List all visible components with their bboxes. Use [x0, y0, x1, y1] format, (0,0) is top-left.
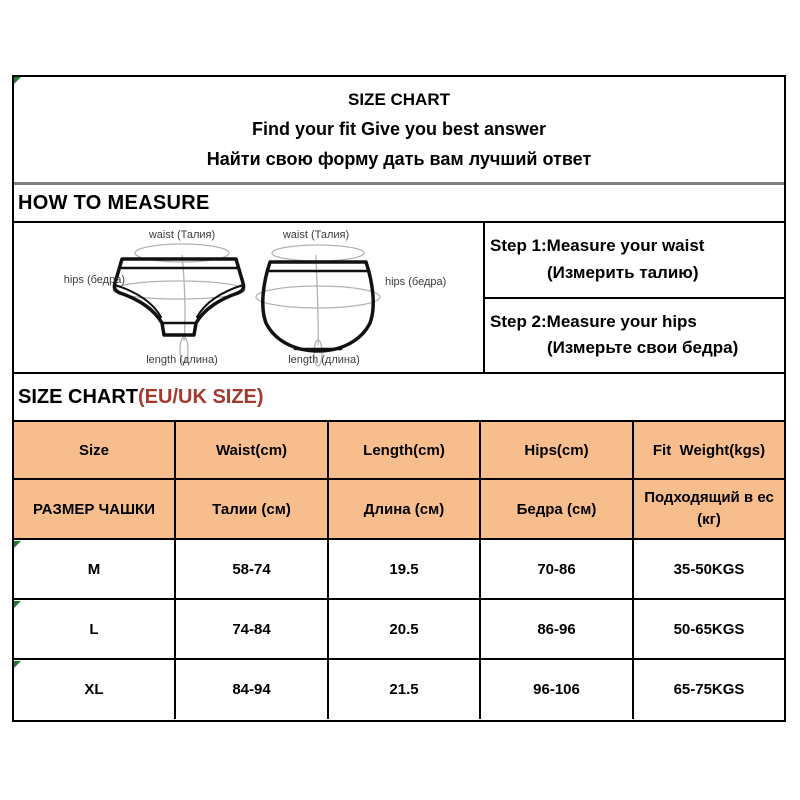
size-chart-heading-red: (EU/UK SIZE) [138, 385, 264, 408]
cell-waist: 84-94 [175, 659, 328, 719]
step-1-text-ru: (Измерить талию) [547, 262, 699, 282]
table-header-row-en [14, 421, 784, 479]
page-title: SIZE CHART [348, 89, 450, 109]
measure-steps [483, 223, 784, 372]
cell-hips: 86-96 [480, 599, 633, 659]
size-chart-heading-black: SIZE CHART [18, 385, 138, 408]
cell-corner-marker-icon [14, 601, 21, 608]
col-header-weight-ru: Подходящий в ес (кг) [633, 479, 784, 539]
cell-weight: 35-50KGS [633, 539, 784, 599]
cell-hips: 70-86 [480, 539, 633, 599]
table-row-xl [14, 659, 784, 719]
length-label-front: length (длина) [146, 354, 218, 366]
waist-measure-ring [272, 245, 364, 261]
cell-corner-marker-icon [14, 541, 21, 548]
diagram-front-view [64, 229, 245, 366]
waist-label-front: waist (Талия) [148, 229, 216, 241]
size-table [14, 420, 784, 719]
length-measure-line [316, 255, 318, 345]
cell-length: 21.5 [328, 659, 480, 719]
cell-weight: 65-75KGS [633, 659, 784, 719]
cell-corner-marker-icon [14, 661, 21, 668]
col-header-weight: Fit Weight(kgs) [633, 421, 784, 479]
title-block [14, 77, 784, 185]
cell-weight: 50-65KGS [633, 599, 784, 659]
length-label-back: length (длина) [288, 354, 360, 366]
step-2-text-ru: (Измерьте свои бедра) [547, 338, 739, 358]
step-1-text: Step 1:Measure your waist [490, 236, 705, 256]
table-row-l [14, 599, 784, 659]
cell-length: 19.5 [328, 539, 480, 599]
col-header-hips-ru: Бедра (см) [480, 479, 633, 539]
subtitle-english: Find your fit Give you best answer [251, 118, 547, 139]
underwear-diagram-svg [14, 223, 483, 372]
cell-waist: 74-84 [175, 599, 328, 659]
hips-label-back: hips (бедра) [385, 276, 447, 288]
measure-section [14, 223, 784, 374]
subtitle-russian: Найти свою форму дать вам лучший ответ [206, 148, 592, 169]
diagram-back-view [256, 229, 446, 366]
col-header-size: Size [14, 421, 175, 479]
table-header-row-ru [14, 479, 784, 539]
col-header-waist: Waist(cm) [175, 421, 328, 479]
step-2-text: Step 2:Measure your hips [490, 311, 697, 331]
waist-label-back: waist (Талия) [282, 229, 350, 241]
table-row-m [14, 539, 784, 599]
how-to-measure-heading: HOW TO MEASURE [14, 185, 784, 223]
hips-label-front: hips (бедра) [63, 274, 125, 286]
col-header-length-ru: Длина (см) [328, 479, 480, 539]
col-header-length: Length(cm) [328, 421, 480, 479]
cell-waist: 58-74 [175, 539, 328, 599]
measurement-diagrams [14, 223, 483, 372]
cell-size: L [14, 599, 175, 659]
step-1 [485, 223, 784, 297]
size-chart-heading [14, 374, 784, 420]
cell-length: 20.5 [328, 599, 480, 659]
cell-corner-marker-icon [14, 77, 21, 84]
content-frame [12, 75, 786, 722]
cell-size: XL [14, 659, 175, 719]
col-header-hips: Hips(cm) [480, 421, 633, 479]
col-header-size-ru: РАЗМЕР ЧАШКИ [14, 479, 175, 539]
step-2 [485, 297, 784, 373]
cell-size: M [14, 539, 175, 599]
col-header-waist-ru: Талии (см) [175, 479, 328, 539]
cell-hips: 96-106 [480, 659, 633, 719]
